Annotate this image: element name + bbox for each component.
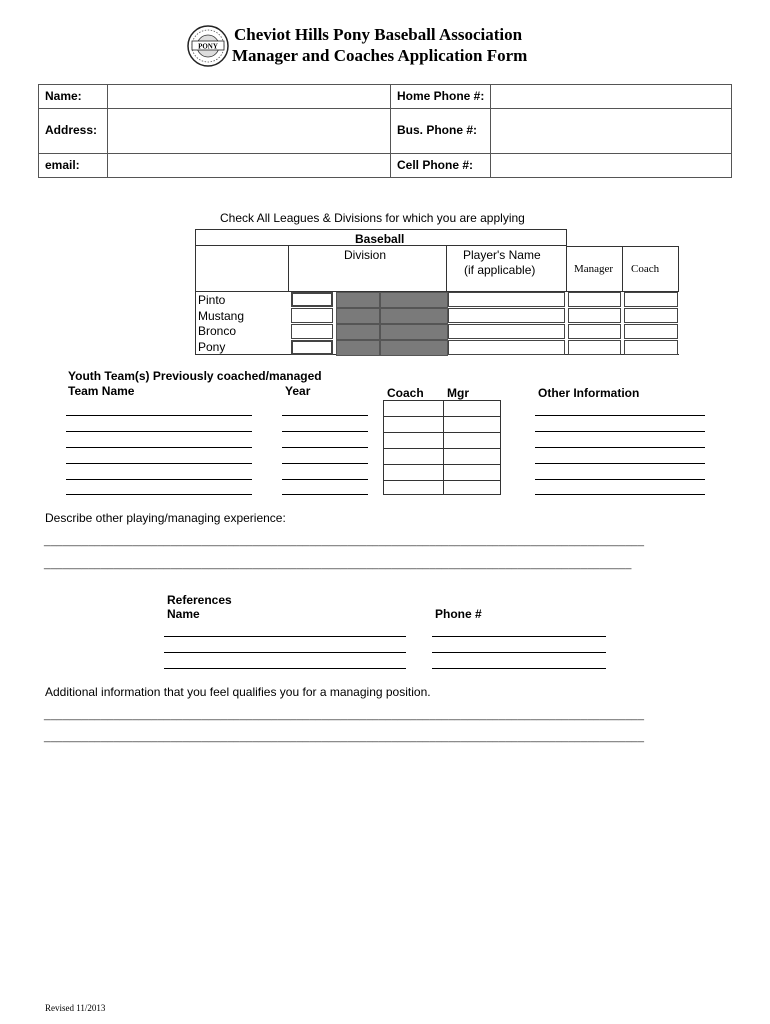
- pinto-player-name-field[interactable]: [448, 292, 565, 307]
- mustang-player-name-field[interactable]: [448, 308, 565, 323]
- name-label: Name:: [39, 85, 108, 109]
- other-info-line[interactable]: [535, 447, 705, 448]
- additional-info-label: Additional information that you feel qualifies you for a managing position.: [45, 685, 431, 699]
- division-header: Division: [344, 248, 387, 262]
- cell-phone-label: Cell Phone #:: [391, 154, 491, 178]
- pinto-manager-checkbox[interactable]: [568, 292, 621, 307]
- pony-logo: [186, 24, 230, 68]
- pinto-checkbox[interactable]: [291, 292, 333, 307]
- division-pinto: Pinto: [198, 293, 226, 307]
- bronco-checkbox[interactable]: [291, 324, 333, 339]
- contact-info-table: [38, 84, 732, 178]
- other-info-line[interactable]: [535, 463, 705, 464]
- home-phone-label: Home Phone #:: [391, 85, 491, 109]
- gray-cell: [336, 324, 380, 340]
- bronco-player-name-field[interactable]: [448, 324, 565, 339]
- email-field[interactable]: [108, 154, 391, 178]
- address-label: Address:: [39, 109, 108, 154]
- gray-cell: [336, 340, 380, 356]
- reference-name-line[interactable]: [164, 636, 406, 637]
- division-pony: Pony: [198, 340, 226, 354]
- reference-name-line[interactable]: [164, 668, 406, 669]
- gray-cell: [380, 340, 448, 356]
- home-phone-field[interactable]: [491, 85, 732, 109]
- division-bronco: Bronco: [198, 324, 237, 338]
- mustang-checkbox[interactable]: [291, 308, 333, 323]
- reference-name-line[interactable]: [164, 652, 406, 653]
- other-info-line[interactable]: [535, 431, 705, 432]
- email-label: email:: [39, 154, 108, 178]
- form-title-line2: Manager and Coaches Application Form: [232, 46, 528, 65]
- player-name-header: Player's Name: [463, 248, 541, 262]
- bus-phone-label: Bus. Phone #:: [391, 109, 491, 154]
- team-name-header: Team Name: [68, 384, 135, 398]
- year-line[interactable]: [282, 447, 368, 448]
- mgr-column-header: Mgr: [447, 386, 469, 400]
- player-name-subheader: (if applicable): [464, 263, 536, 277]
- team-name-line[interactable]: [66, 415, 252, 416]
- experience-line[interactable]: _______________________________________________________________________________________________: [44, 535, 645, 547]
- manager-header: Manager: [574, 263, 614, 275]
- form-title-line1: Cheviot Hills Pony Baseball Association: [234, 25, 523, 44]
- year-header: Year: [285, 384, 311, 398]
- pony-coach-checkbox[interactable]: [624, 340, 678, 355]
- bronco-coach-checkbox[interactable]: [624, 324, 678, 339]
- baseball-header: Baseball: [355, 232, 405, 246]
- year-line[interactable]: [282, 431, 368, 432]
- year-line[interactable]: [282, 415, 368, 416]
- gray-cell: [380, 324, 448, 340]
- team-name-line[interactable]: [66, 431, 252, 432]
- pinto-coach-checkbox[interactable]: [624, 292, 678, 307]
- references-title: References: [167, 593, 232, 607]
- additional-info-line[interactable]: _______________________________________________________________________________________________: [44, 731, 645, 743]
- year-line[interactable]: [282, 494, 368, 495]
- gray-cell: [336, 292, 380, 308]
- mustang-manager-checkbox[interactable]: [568, 308, 621, 323]
- team-name-line[interactable]: [66, 479, 252, 480]
- coach-header: Coach: [631, 263, 660, 275]
- year-line[interactable]: [282, 463, 368, 464]
- other-info-line[interactable]: [535, 494, 705, 495]
- address-field[interactable]: [108, 109, 391, 154]
- reference-phone-header: Phone #: [435, 607, 482, 621]
- pony-checkbox[interactable]: [291, 340, 333, 355]
- logo-text: PONY: [198, 42, 218, 51]
- experience-line[interactable]: _____________________________________________________________________________________________: [44, 558, 632, 570]
- gray-cell: [380, 292, 448, 308]
- pony-player-name-field[interactable]: [448, 340, 565, 355]
- experience-label: Describe other playing/managing experience:: [45, 511, 286, 525]
- division-mustang: Mustang: [198, 309, 245, 323]
- bus-phone-field[interactable]: [491, 109, 732, 154]
- team-name-line[interactable]: [66, 494, 252, 495]
- reference-name-header: Name: [167, 607, 200, 621]
- leagues-caption: Check All Leagues & Divisions for which you are applying: [220, 211, 525, 225]
- reference-phone-line[interactable]: [432, 636, 606, 637]
- coach-column-header: Coach: [387, 386, 424, 400]
- name-field[interactable]: [108, 85, 391, 109]
- additional-info-line[interactable]: _______________________________________________________________________________________________: [44, 709, 645, 721]
- team-name-line[interactable]: [66, 447, 252, 448]
- youth-teams-title: Youth Team(s) Previously coached/managed: [68, 369, 322, 383]
- other-info-line[interactable]: [535, 479, 705, 480]
- mustang-coach-checkbox[interactable]: [624, 308, 678, 323]
- other-info-header: Other Information: [538, 386, 640, 400]
- bronco-manager-checkbox[interactable]: [568, 324, 621, 339]
- revised-date: Revised 11/2013: [45, 1003, 106, 1013]
- year-line[interactable]: [282, 479, 368, 480]
- reference-phone-line[interactable]: [432, 668, 606, 669]
- other-info-line[interactable]: [535, 415, 705, 416]
- reference-phone-line[interactable]: [432, 652, 606, 653]
- pony-manager-checkbox[interactable]: [568, 340, 621, 355]
- gray-cell: [380, 308, 448, 324]
- team-name-line[interactable]: [66, 463, 252, 464]
- gray-cell: [336, 308, 380, 324]
- cell-phone-field[interactable]: [491, 154, 732, 178]
